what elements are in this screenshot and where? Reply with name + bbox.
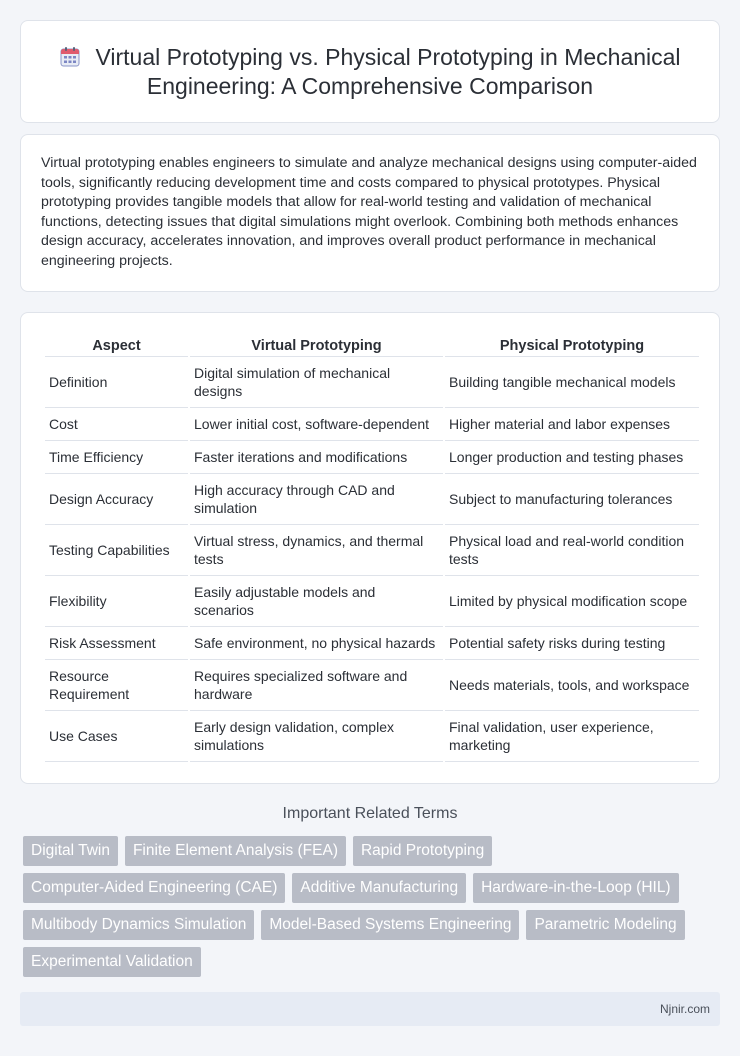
cell-virtual: Lower initial cost, software-dependent (190, 408, 443, 441)
tag-rapid-prototyping[interactable]: Rapid Prototyping (353, 836, 492, 866)
cell-virtual: Easily adjustable models and scenarios (190, 576, 443, 627)
tag-digital-twin[interactable]: Digital Twin (23, 836, 118, 866)
table-row (45, 711, 699, 762)
cell-physical: Needs materials, tools, and workspace (445, 660, 699, 711)
tag-additive-manufacturing[interactable]: Additive Manufacturing (292, 873, 466, 903)
cell-virtual: Early design validation, complex simulations (190, 711, 443, 762)
cell-virtual: Digital simulation of mechanical designs (190, 357, 443, 408)
title-card (20, 20, 720, 123)
tag-parametric-modeling[interactable]: Parametric Modeling (526, 910, 684, 940)
header-virtual: Virtual Prototyping (190, 333, 443, 357)
table-row (45, 576, 699, 627)
tag-mbse[interactable]: Model-Based Systems Engineering (261, 910, 519, 940)
cell-aspect: Resource Requirement (45, 660, 188, 711)
tag-cae[interactable]: Computer-Aided Engineering (CAE) (23, 873, 285, 903)
table-row (45, 474, 699, 525)
tag-fea[interactable]: Finite Element Analysis (FEA) (125, 836, 346, 866)
tag-hil[interactable]: Hardware-in-the-Loop (HIL) (473, 873, 679, 903)
cell-physical: Subject to manufacturing tolerances (445, 474, 699, 525)
related-terms-heading: Important Related Terms (282, 805, 458, 822)
tag-experimental-validation[interactable]: Experimental Validation (23, 947, 201, 977)
table-row (45, 660, 699, 711)
cell-physical: Higher material and labor expenses (445, 408, 699, 441)
table-row (45, 408, 699, 441)
cell-physical: Limited by physical modification scope (445, 576, 699, 627)
page-title (50, 43, 690, 101)
footer-brand[interactable]: Njnir.com (659, 1002, 710, 1016)
footer (20, 992, 720, 1026)
related-terms-list (23, 836, 723, 977)
cell-virtual: Virtual stress, dynamics, and thermal tests (190, 525, 443, 576)
cell-virtual: Safe environment, no physical hazards (190, 627, 443, 660)
cell-physical: Final validation, user experience, marketing (445, 711, 699, 762)
intro-paragraph: Virtual prototyping enables engineers to simulate and analyze mechanical designs using computer-aided tools, significantly reducing development time and costs compared to physical prototypes. Physical prototyping provides tangible models that allow for real-world testing and validation of mechanical functions, detecting issues that digital simulations might overlook. Combining both methods enhances design accuracy, accelerates innovation, and improves overall product performance in mechanical engineering projects. (41, 155, 697, 269)
table-header-row (45, 333, 699, 357)
cell-physical: Physical load and real-world condition tests (445, 525, 699, 576)
cell-physical: Potential safety risks during testing (445, 627, 699, 660)
table-row (45, 525, 699, 576)
page-title-text: Virtual Prototyping vs. Physical Prototyping in Mechanical Engineering: A Comprehensive Comparison (95, 43, 681, 99)
table-row (45, 357, 699, 408)
calendar-icon (59, 46, 81, 68)
table-row (45, 627, 699, 660)
comparison-table-card (20, 312, 720, 784)
cell-aspect: Definition (45, 357, 188, 408)
comparison-table (43, 333, 701, 762)
table-row (45, 441, 699, 474)
header-physical: Physical Prototyping (445, 333, 699, 357)
cell-aspect: Flexibility (45, 576, 188, 627)
cell-aspect: Time Efficiency (45, 441, 188, 474)
intro-card (20, 134, 720, 292)
cell-aspect: Risk Assessment (45, 627, 188, 660)
tag-multibody-dynamics[interactable]: Multibody Dynamics Simulation (23, 910, 254, 940)
cell-aspect: Design Accuracy (45, 474, 188, 525)
cell-aspect: Testing Capabilities (45, 525, 188, 576)
header-aspect: Aspect (45, 333, 188, 357)
cell-aspect: Use Cases (45, 711, 188, 762)
cell-virtual: Requires specialized software and hardware (190, 660, 443, 711)
cell-physical: Longer production and testing phases (445, 441, 699, 474)
cell-aspect: Cost (45, 408, 188, 441)
cell-virtual: Faster iterations and modifications (190, 441, 443, 474)
cell-physical: Building tangible mechanical models (445, 357, 699, 408)
cell-virtual: High accuracy through CAD and simulation (190, 474, 443, 525)
